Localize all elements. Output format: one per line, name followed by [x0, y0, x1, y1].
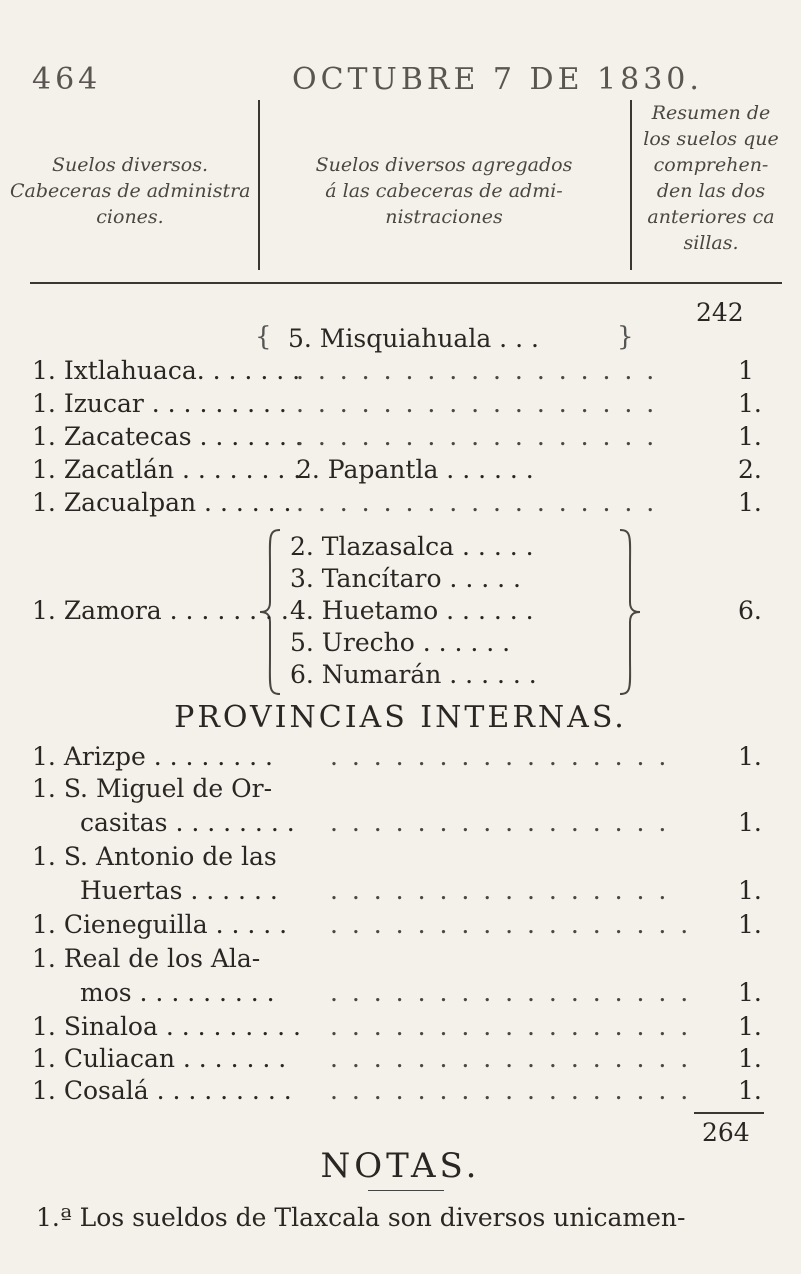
table-row: [32, 389, 287, 419]
column-header-3-line: sillas.: [683, 232, 739, 254]
row-leader: . . . . . . . . . . . . . . . . .: [296, 488, 658, 517]
row-number: 1.: [32, 774, 56, 803]
row-value: 1.: [738, 1044, 762, 1073]
carry-total: 242: [696, 298, 744, 327]
row-value: 1.: [738, 422, 762, 451]
table-row: [32, 422, 303, 452]
zamora-subitem: 2. Tlazasalca . . . . .: [290, 532, 534, 561]
column-header-3: [636, 100, 786, 256]
row-name: S. Antonio de las: [63, 842, 277, 871]
row-value: 1.: [738, 808, 762, 837]
row-number: 1.: [32, 596, 56, 625]
row-number: 1.: [32, 1076, 56, 1105]
right-brace: [614, 528, 642, 696]
row-value: 1.: [738, 1076, 762, 1105]
brace-open: {: [255, 322, 272, 352]
row-name: Zacualpan . . . . . .: [63, 488, 292, 517]
row-number: 1.: [32, 910, 56, 939]
row-value: 1.: [738, 389, 762, 418]
table-row: [32, 842, 277, 872]
table-row: [32, 1044, 286, 1074]
row-number: 1.: [32, 742, 56, 771]
row-value: 1.: [738, 978, 762, 1007]
header-rule: [30, 282, 782, 284]
row-name: Cosalá . . . . . . . . .: [63, 1076, 292, 1105]
row-value: 1.: [738, 876, 762, 905]
sub-entry-misquiahuala: 5. Misquiahuala . . .: [288, 324, 539, 353]
grand-total: 264: [702, 1118, 750, 1147]
row-value: 1.: [738, 488, 762, 517]
column-divider: [630, 100, 632, 270]
table-row: [32, 488, 291, 518]
row-name-continued: Huertas . . . . . .: [80, 876, 278, 905]
row-name: Zamora . . . . . . . . .: [63, 596, 305, 625]
row-leader: . . . . . . . . . . . . . . . . .: [296, 356, 658, 385]
row-name: Arizpe . . . . . . . .: [63, 742, 273, 771]
row-name: Zacatecas . . . . . . .: [63, 422, 303, 451]
zamora-subitem: 4. Huetamo . . . . . .: [290, 596, 534, 625]
row-number: 1.: [32, 842, 56, 871]
row-value: 2.: [738, 455, 762, 484]
row-number: 1.: [32, 1012, 56, 1041]
row-leader: . . . . . . . . . . . . . . . . .: [330, 978, 692, 1007]
row-name: Izucar . . . . . . . . .: [63, 389, 287, 418]
column-header-3-line: anteriores ca: [647, 206, 775, 228]
brace-close: }: [617, 322, 634, 352]
row-name: Sinaloa . . . . . . . . .: [63, 1012, 301, 1041]
row-subentry: 2. Papantla . . . . . .: [296, 455, 534, 484]
row-value: 1.: [738, 1012, 762, 1041]
column-header-2-line: nistraciones: [385, 206, 503, 228]
row-leader: . . . . . . . . . . . . . . . . .: [296, 422, 658, 451]
column-header-2-line: á las cabeceras de admi-: [325, 180, 563, 202]
row-number: 1.: [32, 455, 56, 484]
column-header-1-line: ciones.: [96, 206, 164, 228]
table-row: [32, 1076, 292, 1106]
row-value: 1.: [738, 742, 762, 771]
zamora-subitem: 3. Tancítaro . . . . .: [290, 564, 521, 593]
row-name: Ixtlahuaca. . . . . . .: [63, 356, 301, 385]
note-line: [20, 1238, 760, 1274]
row-number: 1.: [32, 1044, 56, 1073]
column-header-2-line: Suelos diversos agregados: [315, 154, 573, 176]
table-row: [32, 356, 300, 386]
column-header-1-line: Suelos diversos.: [51, 154, 209, 176]
row-number: 1.: [32, 356, 56, 385]
column-header-2: [262, 152, 626, 230]
row-number: 1.: [32, 488, 56, 517]
notes-rule: [368, 1190, 444, 1191]
column-header-3-line: los suelos que: [643, 128, 779, 150]
row-name-continued: mos . . . . . . . . .: [80, 978, 275, 1007]
row-name: Zacatlán . . . . . . . .: [63, 455, 302, 484]
row-leader: . . . . . . . . . . . . . . . . .: [330, 910, 692, 939]
row-name: Cieneguilla . . . . .: [63, 910, 288, 939]
column-header-1: [10, 152, 250, 230]
table-row-zamora: [32, 596, 305, 626]
table-row: [32, 742, 273, 772]
zamora-subitem: 6. Numarán . . . . . .: [290, 660, 537, 689]
column-divider: [258, 100, 260, 270]
table-row: [32, 1012, 301, 1042]
row-name-continued: casitas . . . . . . . .: [80, 808, 295, 837]
row-leader: . . . . . . . . . . . . . . . .: [330, 808, 670, 837]
section-title: PROVINCIAS INTERNAS.: [174, 700, 627, 735]
row-leader: . . . . . . . . . . . . . . . .: [330, 742, 670, 771]
row-number: 1.: [32, 944, 56, 973]
row-number: 1.: [32, 422, 56, 451]
column-header-3-line: den las dos: [656, 180, 766, 202]
table-row: [32, 455, 301, 485]
page-number: 464: [32, 62, 102, 97]
column-header-3-line: Resumen de: [651, 102, 771, 124]
row-leader: . . . . . . . . . . . . . . . . .: [330, 1076, 692, 1105]
row-value: 1.: [738, 910, 762, 939]
row-leader: . . . . . . . . . . . . . . . .: [330, 876, 670, 905]
row-leader: . . . . . . . . . . . . . . . . .: [330, 1044, 692, 1073]
row-value: 6.: [738, 596, 762, 625]
total-rule: [694, 1112, 764, 1114]
table-row: [32, 774, 272, 804]
row-leader: . . . . . . . . . . . . . . . . .: [330, 1012, 692, 1041]
row-name: Culiacan . . . . . . .: [63, 1044, 287, 1073]
table-row: [32, 944, 260, 974]
note-line: 1.ª Los sueldos de Tlaxcala son diversos unicamen-: [36, 1203, 686, 1232]
row-leader: . . . . . . . . . . . . . . . . .: [296, 389, 658, 418]
table-row: [32, 910, 287, 940]
row-name: S. Miguel de Or-: [63, 774, 273, 803]
row-value: 1: [738, 356, 754, 385]
zamora-subitem: 5. Urecho . . . . . .: [290, 628, 511, 657]
column-header-1-line: Cabeceras de administra: [10, 180, 251, 202]
column-header-3-line: comprehen-: [653, 154, 769, 176]
notes-title: NOTAS.: [320, 1146, 481, 1186]
row-name: Real de los Ala-: [63, 944, 261, 973]
running-title: OCTUBRE 7 DE 1830.: [292, 62, 703, 97]
row-number: 1.: [32, 389, 56, 418]
